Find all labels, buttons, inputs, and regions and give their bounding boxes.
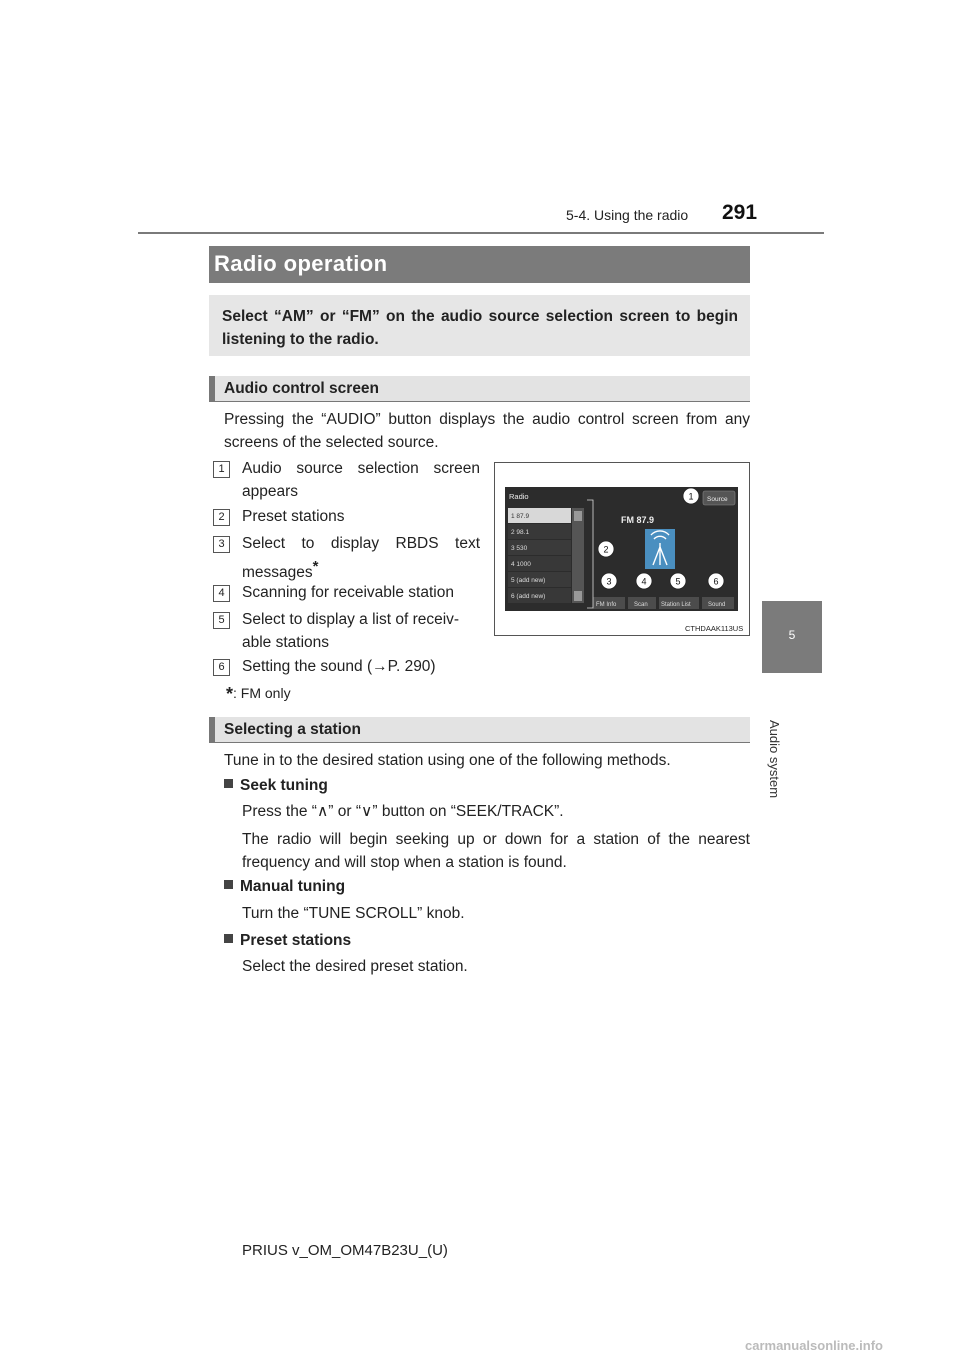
footnote-marker: *: [312, 558, 319, 575]
method-text: Turn the “TUNE SCROLL” knob.: [242, 905, 465, 922]
document-footer: PRIUS v_OM_OM47B23U_(U): [242, 1242, 448, 1259]
method-text: Press the “∧” or “∨” button on “SEEK/TRACK”.: [242, 803, 564, 820]
list-item: Select to display a list of receiv-able stations: [242, 611, 460, 651]
method-title: Seek tuning: [224, 777, 328, 795]
section-heading-audio-control: [209, 376, 750, 402]
svg-text:3: 3: [606, 576, 612, 587]
selecting-paragraph: Tune in to the desired station using one of the following methods.: [224, 752, 671, 769]
list-number: 1: [213, 461, 230, 478]
source-button-label: Source: [707, 496, 728, 503]
svg-text:6: 6: [713, 576, 719, 587]
list-number: 3: [213, 536, 230, 553]
header-rule: [138, 232, 824, 234]
method-title: Preset stations: [224, 932, 351, 950]
svg-text:5: 5: [675, 576, 681, 587]
intro-box: [209, 295, 750, 356]
bottom-button-label: Scan: [634, 602, 648, 608]
footnote: *: FM only: [226, 684, 291, 704]
list-item: Setting the sound (→P. 290): [242, 658, 436, 675]
preset-label: 2 98.1: [511, 529, 530, 536]
page-title: Radio operation: [214, 251, 388, 276]
audio-control-paragraph: Pressing the “AUDIO” button displays the audio control screen from any screens of the selected source.: [224, 411, 750, 451]
figure-code: CTHDAAK113US: [685, 624, 744, 633]
method-title: Manual tuning: [224, 878, 345, 896]
radio-screen-image: [505, 487, 738, 611]
bullet-square: [224, 779, 233, 788]
section-heading: 5-4. Using the radio: [566, 207, 689, 223]
svg-text:2: 2: [603, 544, 609, 555]
svg-text:4: 4: [641, 576, 647, 587]
list-number: 5: [213, 612, 230, 629]
page-number: 291: [722, 201, 758, 224]
list-item: Preset stations: [242, 508, 345, 525]
bottom-button-label: FM Info: [596, 602, 617, 608]
list-item: Scanning for receivable station: [242, 584, 454, 601]
chapter-label: Audio system: [767, 720, 782, 799]
current-station: FM 87.9: [621, 515, 655, 525]
list-number: 6: [213, 659, 230, 676]
list-number: 2: [213, 509, 230, 526]
chapter-number: 5: [788, 628, 796, 642]
section-heading-text: Audio control screen: [224, 380, 380, 397]
section-heading-selecting: [209, 717, 750, 743]
preset-label: 4 1000: [511, 561, 531, 568]
section-heading-text: Selecting a station: [224, 721, 361, 738]
bullet-square: [224, 934, 233, 943]
preset-label: 1 87.9: [511, 513, 530, 520]
preset-scrollbar: [572, 508, 584, 603]
screen-title: Radio: [509, 492, 529, 501]
bottom-button-label: Sound: [708, 602, 726, 608]
preset-label: 6 (add new): [511, 593, 546, 600]
svg-text:1: 1: [688, 491, 694, 502]
intro-text: Select “AM” or “FM” on the audio source selection screen to begin listening to the radio.: [222, 308, 738, 348]
method-text: Select the desired preset station.: [242, 958, 468, 975]
list-item: Select to display RBDS text messages*: [242, 535, 480, 581]
preset-label: 5 (add new): [511, 577, 546, 584]
list-number: 4: [213, 585, 230, 602]
preset-label: 3 530: [511, 545, 528, 552]
watermark: carmanualsonline.info: [745, 1338, 883, 1353]
bullet-square: [224, 880, 233, 889]
method-text: The radio will begin seeking up or down for a station of the nearest frequency and will stop when a station is found.: [242, 831, 750, 871]
list-item: Audio source selection screen appears: [242, 460, 480, 500]
bottom-button-label: Station List: [661, 602, 691, 608]
